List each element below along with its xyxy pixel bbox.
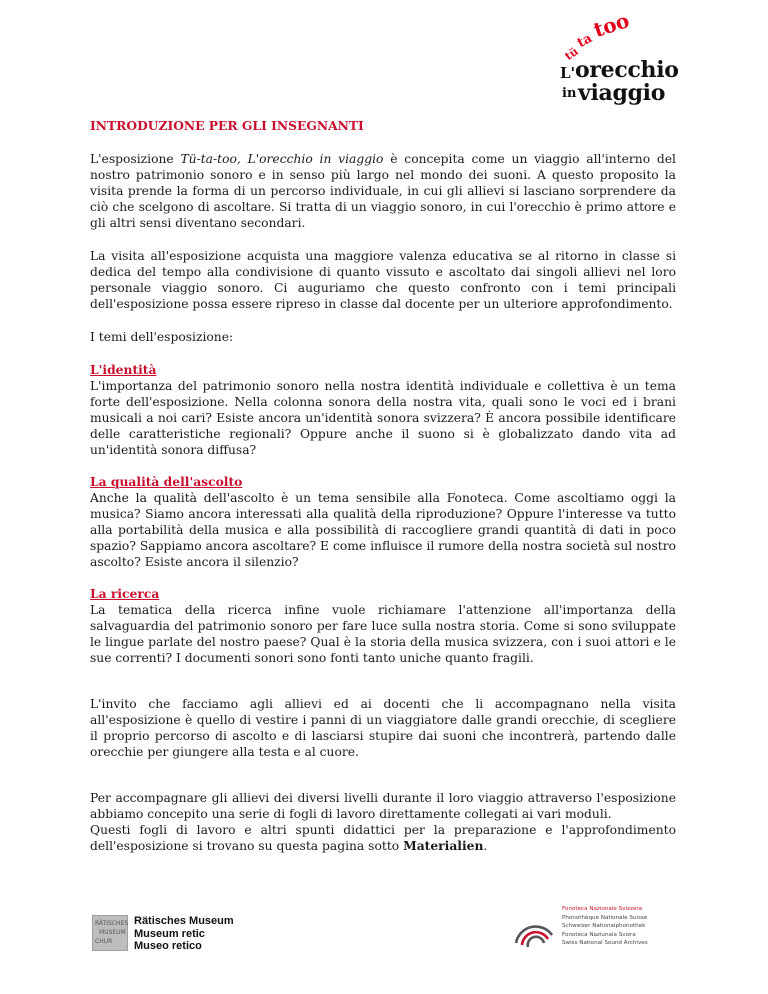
materials-paragraph: [90, 822, 676, 854]
museum-logo: [92, 915, 128, 951]
museum-name-it: Museo retico: [134, 940, 202, 952]
page-title: INTRODUZIONE PER GLI INSEGNANTI: [90, 118, 364, 133]
logo-tu: tü: [562, 44, 581, 63]
museum-footer: [92, 915, 292, 955]
logo-ta: ta: [574, 30, 595, 51]
fonoteca-name-it: Fonoteca Nazionale Svizzera: [562, 906, 643, 912]
intro-paragraph: [90, 151, 676, 231]
logo-too: too: [590, 8, 633, 43]
logo-orecchio: orecchio: [575, 57, 679, 83]
museum-logo-line: CHUR: [95, 938, 113, 945]
materialien-link[interactable]: Materialien: [403, 838, 484, 853]
museum-logo-line: RÄTISCHES: [95, 920, 129, 927]
fonoteca-names: [562, 905, 648, 948]
museum-name-rm: Museum retic: [134, 927, 205, 940]
fonoteca-footer: [512, 905, 692, 961]
materials-after: .: [483, 839, 488, 853]
museum-logo-line: MUSEUM: [99, 929, 126, 936]
fonoteca-name-rm: Fonoteca Naziunala Svizra: [562, 931, 636, 938]
section-body: Anche la qualità dell'ascolto è un tema sensibile alla Fonoteca. Come ascoltiamo oggi la musica? Siamo ancora interessati alla qualità della riproduzione? Oppure l'interesse va tutto alla portabilità della musica e alla possibilità di raccogliere grandi quantità di dati in poco spazio? Sappiamo ancora ascoltare? E come influisce il rumore della nostra società sul nostro ascolto? Esiste ancora il silenzio?: [90, 491, 676, 569]
logo-l: L': [560, 64, 576, 82]
logo-viaggio: viaggio: [578, 80, 666, 106]
intro-before: L'esposizione: [90, 152, 181, 166]
fonoteca-name-de: Schweizer Nationalphonothek: [562, 923, 646, 930]
section-heading: L'identità: [90, 362, 157, 377]
logo-in: in: [562, 86, 577, 101]
materials-before: Questi fogli di lavoro e altri spunti didattici per la preparazione e l'approfondimento dell'esposizione si trovano su questa pagina sotto: [90, 823, 676, 853]
document-body: [90, 118, 676, 854]
section-body: La tematica della ricerca infine vuole richiamare l'attenzione all'importanza della salvaguardia del patrimonio sonoro per fare luce sulla nostra storia. Come si sono sviluppate le lingue parlate del nostro paese? Qual è la storia della musica svizzera, con i suoi attori e le sue correnti? I documenti sonori sono fonti tanto uniche quanto fragili.: [90, 603, 676, 665]
intro-after: è concepita come un viaggio all'interno del nostro patrimonio sonoro e in senso più largo nel mondo dei suoni. A questo proposito la visita prende la forma di un percorso individuale, in cui gli allievi si lasciano sorprendere da ciò che scelgono di ascoltare. Si tratta di un viaggio sonoro, in cui l'orecchio è primo attore e gli altri sensi diventano secondari.: [90, 152, 676, 230]
museum-name-de: Rätisches Museum: [134, 915, 234, 927]
section-listening-quality: [90, 474, 676, 570]
themes-intro: I temi dell'esposizione:: [90, 330, 234, 344]
fonoteca-logo-icon: [512, 913, 556, 957]
fonoteca-name-en: Swiss National Sound Archives: [562, 940, 648, 947]
section-heading: La ricerca: [90, 586, 160, 601]
worksheets-paragraph: Per accompagnare gli allievi dei diversi livelli durante il loro viaggio attraverso l'esposizione abbiamo concepito una serie di fogli di lavoro direttamente collegati ai vari moduli.: [90, 791, 676, 821]
section-heading: La qualità dell'ascolto: [90, 474, 243, 489]
section-identity: [90, 362, 676, 458]
visit-paragraph: La visita all'esposizione acquista una maggiore valenza educativa se al ritorno in classe si dedica del tempo alla condivisione di quanto vissuto e ascoltato dai singoli allievi nel loro personale viaggio sonoro. Ci auguriamo che questo confronto con i temi principali dell'esposizione possa essere ripreso in classe dal docente per un ulteriore approfondimento.: [90, 249, 676, 311]
section-research: [90, 586, 676, 666]
fonoteca-name-fr: Phonothèque Nationale Suisse: [562, 914, 648, 921]
exhibition-name: Tü-ta-too, L'orecchio in viaggio: [180, 152, 384, 166]
exhibition-logo: [560, 8, 690, 110]
invite-paragraph: L'invito che facciamo agli allievi ed ai docenti che li accompagnano nella visita all'esposizione è quello di vestire i panni di un viaggiatore dalle grandi orecchie, di scegliere il proprio percorso di ascolto e di lasciarsi stupire dai suoni che incontrerà, partendo dalle orecchie per giungere alla testa e al cuore.: [90, 697, 676, 759]
section-body: L'importanza del patrimonio sonoro nella nostra identità individuale e collettiva è un tema forte dell'esposizione. Nella colonna sonora della nostra vita, quali sono le voci ed i brani musicali a noi cari? Esiste ancora un'identità sonora svizzera? È ancora possibile identificare delle caratteristiche regionali? Oppure anche il suono si è globalizzato dando vita ad un'identità sonora diffusa?: [90, 379, 676, 457]
museum-name: [134, 915, 234, 953]
